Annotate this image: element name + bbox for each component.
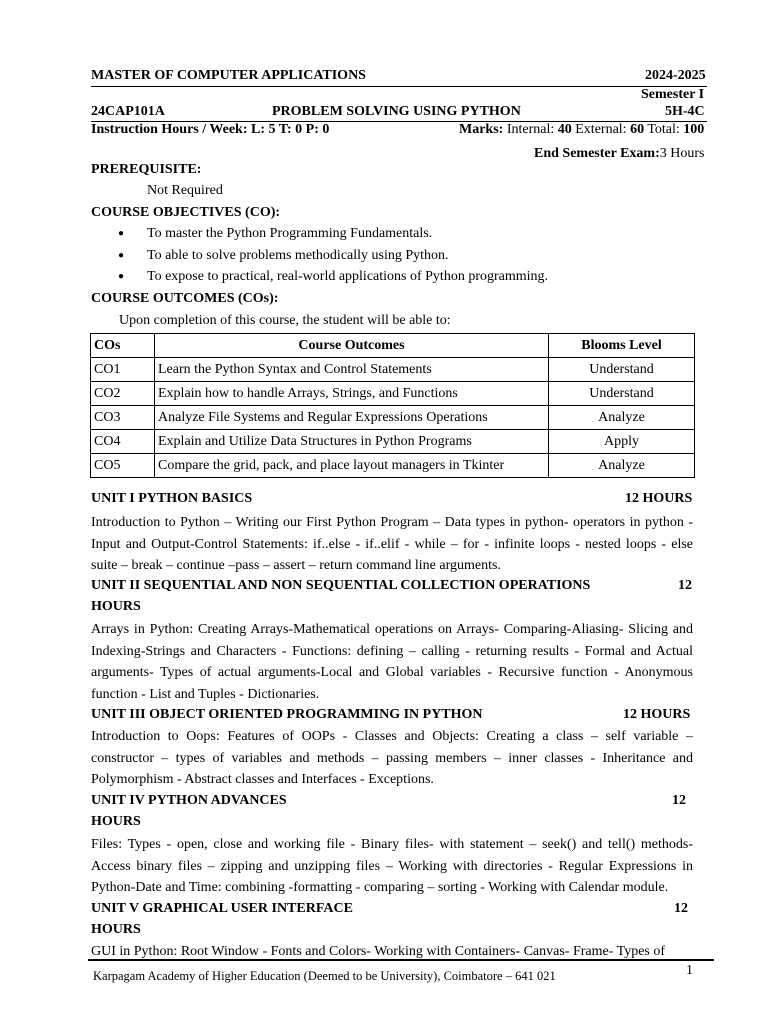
unit-hours-label: HOURS bbox=[91, 922, 141, 937]
exam-duration bbox=[534, 146, 704, 162]
header-divider bbox=[91, 86, 707, 87]
instruction-hours: Instruction Hours / Week: L: 5 T: 0 P: 0 bbox=[91, 122, 330, 137]
co-outcome: Analyze File Systems and Regular Expressions Operations bbox=[155, 406, 549, 430]
course-credits: 5H-4C bbox=[665, 104, 705, 119]
semester-label: Semester I bbox=[641, 87, 705, 102]
program-name: MASTER OF COMPUTER APPLICATIONS bbox=[91, 68, 366, 83]
co-level: Analyze bbox=[549, 454, 695, 478]
unit-hours: 12 HOURS bbox=[623, 707, 691, 722]
unit-title: UNIT IV PYTHON ADVANCES bbox=[91, 793, 287, 808]
unit-content: Arrays in Python: Creating Arrays-Mathematical operations on Arrays- Comparing-Aliasing- Slicing and Indexing-Strings and Characters - Functions: defining – calling - returning results - Formal and Actual arguments- Types of actual arguments-Local and Global variables - Recursive function - Anonymous function - List and Tuples - Dictionaries. bbox=[91, 622, 693, 702]
internal-label: Internal: bbox=[506, 122, 555, 137]
unit-title: UNIT II SEQUENTIAL AND NON SEQUENTIAL COLLECTION OPERATIONS bbox=[91, 578, 591, 593]
co-level: Understand bbox=[549, 382, 695, 406]
co-code: CO2 bbox=[91, 382, 155, 406]
footer-divider bbox=[88, 959, 714, 961]
co-code: CO5 bbox=[91, 454, 155, 478]
table-row bbox=[91, 454, 695, 478]
unit-title: UNIT I PYTHON BASICS bbox=[91, 491, 253, 506]
unit-hours-label: HOURS bbox=[91, 814, 141, 829]
column-header: Course Outcomes bbox=[155, 334, 549, 358]
unit-title: UNIT V GRAPHICAL USER INTERFACE bbox=[91, 901, 353, 916]
table-row bbox=[91, 382, 695, 406]
exam-value: 3 Hours bbox=[659, 146, 705, 161]
unit-content: GUI in Python: Root Window - Fonts and Colors- Working with Containers- Canvas- Frame- Types of bbox=[91, 944, 666, 959]
co-outcome: Compare the grid, pack, and place layout managers in Tkinter bbox=[155, 454, 549, 478]
outcomes-table bbox=[90, 333, 695, 478]
unit-hours: 12 HOURS bbox=[625, 491, 693, 506]
footer-institution: Karpagam Academy of Higher Education (Deemed to be University), Coimbatore – 641 021 bbox=[93, 969, 556, 983]
unit-content: Files: Types - open, close and working file - Binary files- with statement – seek() and tell() methods- Access binary files – zipping and unzipping files – Working with directories - Regular Expressions in Python-Date and Time: combining -formatting - comparing – sorting - Working with Calendar module. bbox=[91, 837, 693, 895]
co-code: CO4 bbox=[91, 430, 155, 454]
table-row bbox=[91, 358, 695, 382]
bullet-icon: ● bbox=[118, 250, 125, 261]
bullet-icon: ● bbox=[118, 271, 125, 282]
objective-item: To able to solve problems methodically using Python. bbox=[147, 248, 449, 263]
course-code: 24CAP101A bbox=[91, 104, 165, 119]
table-header-row bbox=[91, 334, 695, 358]
column-header: Blooms Level bbox=[549, 334, 695, 358]
unit-hours: 12 bbox=[672, 793, 686, 808]
internal-marks: 40 bbox=[557, 122, 572, 137]
marks-label: Marks: bbox=[459, 122, 504, 137]
unit-content: Introduction to Oops: Features of OOPs - Classes and Objects: Creating a class – self variable – constructor – types of variables and methods – passing members – inner classes - Inheritance and Polymorphism - Abstract classes and Interfaces - Exceptions. bbox=[91, 729, 693, 787]
total-label: Total: bbox=[647, 122, 680, 137]
co-outcome: Explain how to handle Arrays, Strings, and Functions bbox=[155, 382, 549, 406]
page-number: 1 bbox=[686, 963, 693, 978]
total-marks: 100 bbox=[683, 122, 705, 137]
external-label: External: bbox=[575, 122, 627, 137]
objective-item: To expose to practical, real-world applications of Python programming. bbox=[147, 269, 549, 284]
marks-line bbox=[459, 122, 704, 138]
outcomes-intro: Upon completion of this course, the student will be able to: bbox=[119, 313, 451, 328]
co-code: CO3 bbox=[91, 406, 155, 430]
co-level: Understand bbox=[549, 358, 695, 382]
co-level: Apply bbox=[549, 430, 695, 454]
objectives-heading: COURSE OBJECTIVES (CO): bbox=[91, 205, 281, 220]
exam-label: End Semester Exam: bbox=[534, 146, 660, 161]
unit-hours: 12 bbox=[674, 901, 688, 916]
unit-hours: 12 bbox=[678, 578, 692, 593]
external-marks: 60 bbox=[630, 122, 645, 137]
co-outcome: Learn the Python Syntax and Control Statements bbox=[155, 358, 549, 382]
unit-hours-label: HOURS bbox=[91, 599, 141, 614]
outcomes-heading: COURSE OUTCOMES (COs): bbox=[91, 291, 279, 306]
column-header: COs bbox=[91, 334, 155, 358]
table-row bbox=[91, 406, 695, 430]
objective-item: To master the Python Programming Fundamentals. bbox=[147, 226, 433, 241]
co-code: CO1 bbox=[91, 358, 155, 382]
co-outcome: Explain and Utilize Data Structures in Python Programs bbox=[155, 430, 549, 454]
unit-content: Introduction to Python – Writing our First Python Program – Data types in python- operators in python - Input and Output-Control Statements: if..else - if..elif - while – for - infinite loops - nested loops - else suite – break – continue –pass – assert – return command line arguments. bbox=[91, 515, 693, 573]
course-title: PROBLEM SOLVING USING PYTHON bbox=[272, 104, 521, 119]
bullet-icon: ● bbox=[118, 228, 125, 239]
academic-year: 2024-2025 bbox=[645, 68, 706, 83]
table-row bbox=[91, 430, 695, 454]
prerequisite-text: Not Required bbox=[147, 183, 223, 198]
unit-title: UNIT III OBJECT ORIENTED PROGRAMMING IN PYTHON bbox=[91, 707, 483, 722]
co-level: Analyze bbox=[549, 406, 695, 430]
prerequisite-heading: PREREQUISITE: bbox=[91, 162, 202, 177]
